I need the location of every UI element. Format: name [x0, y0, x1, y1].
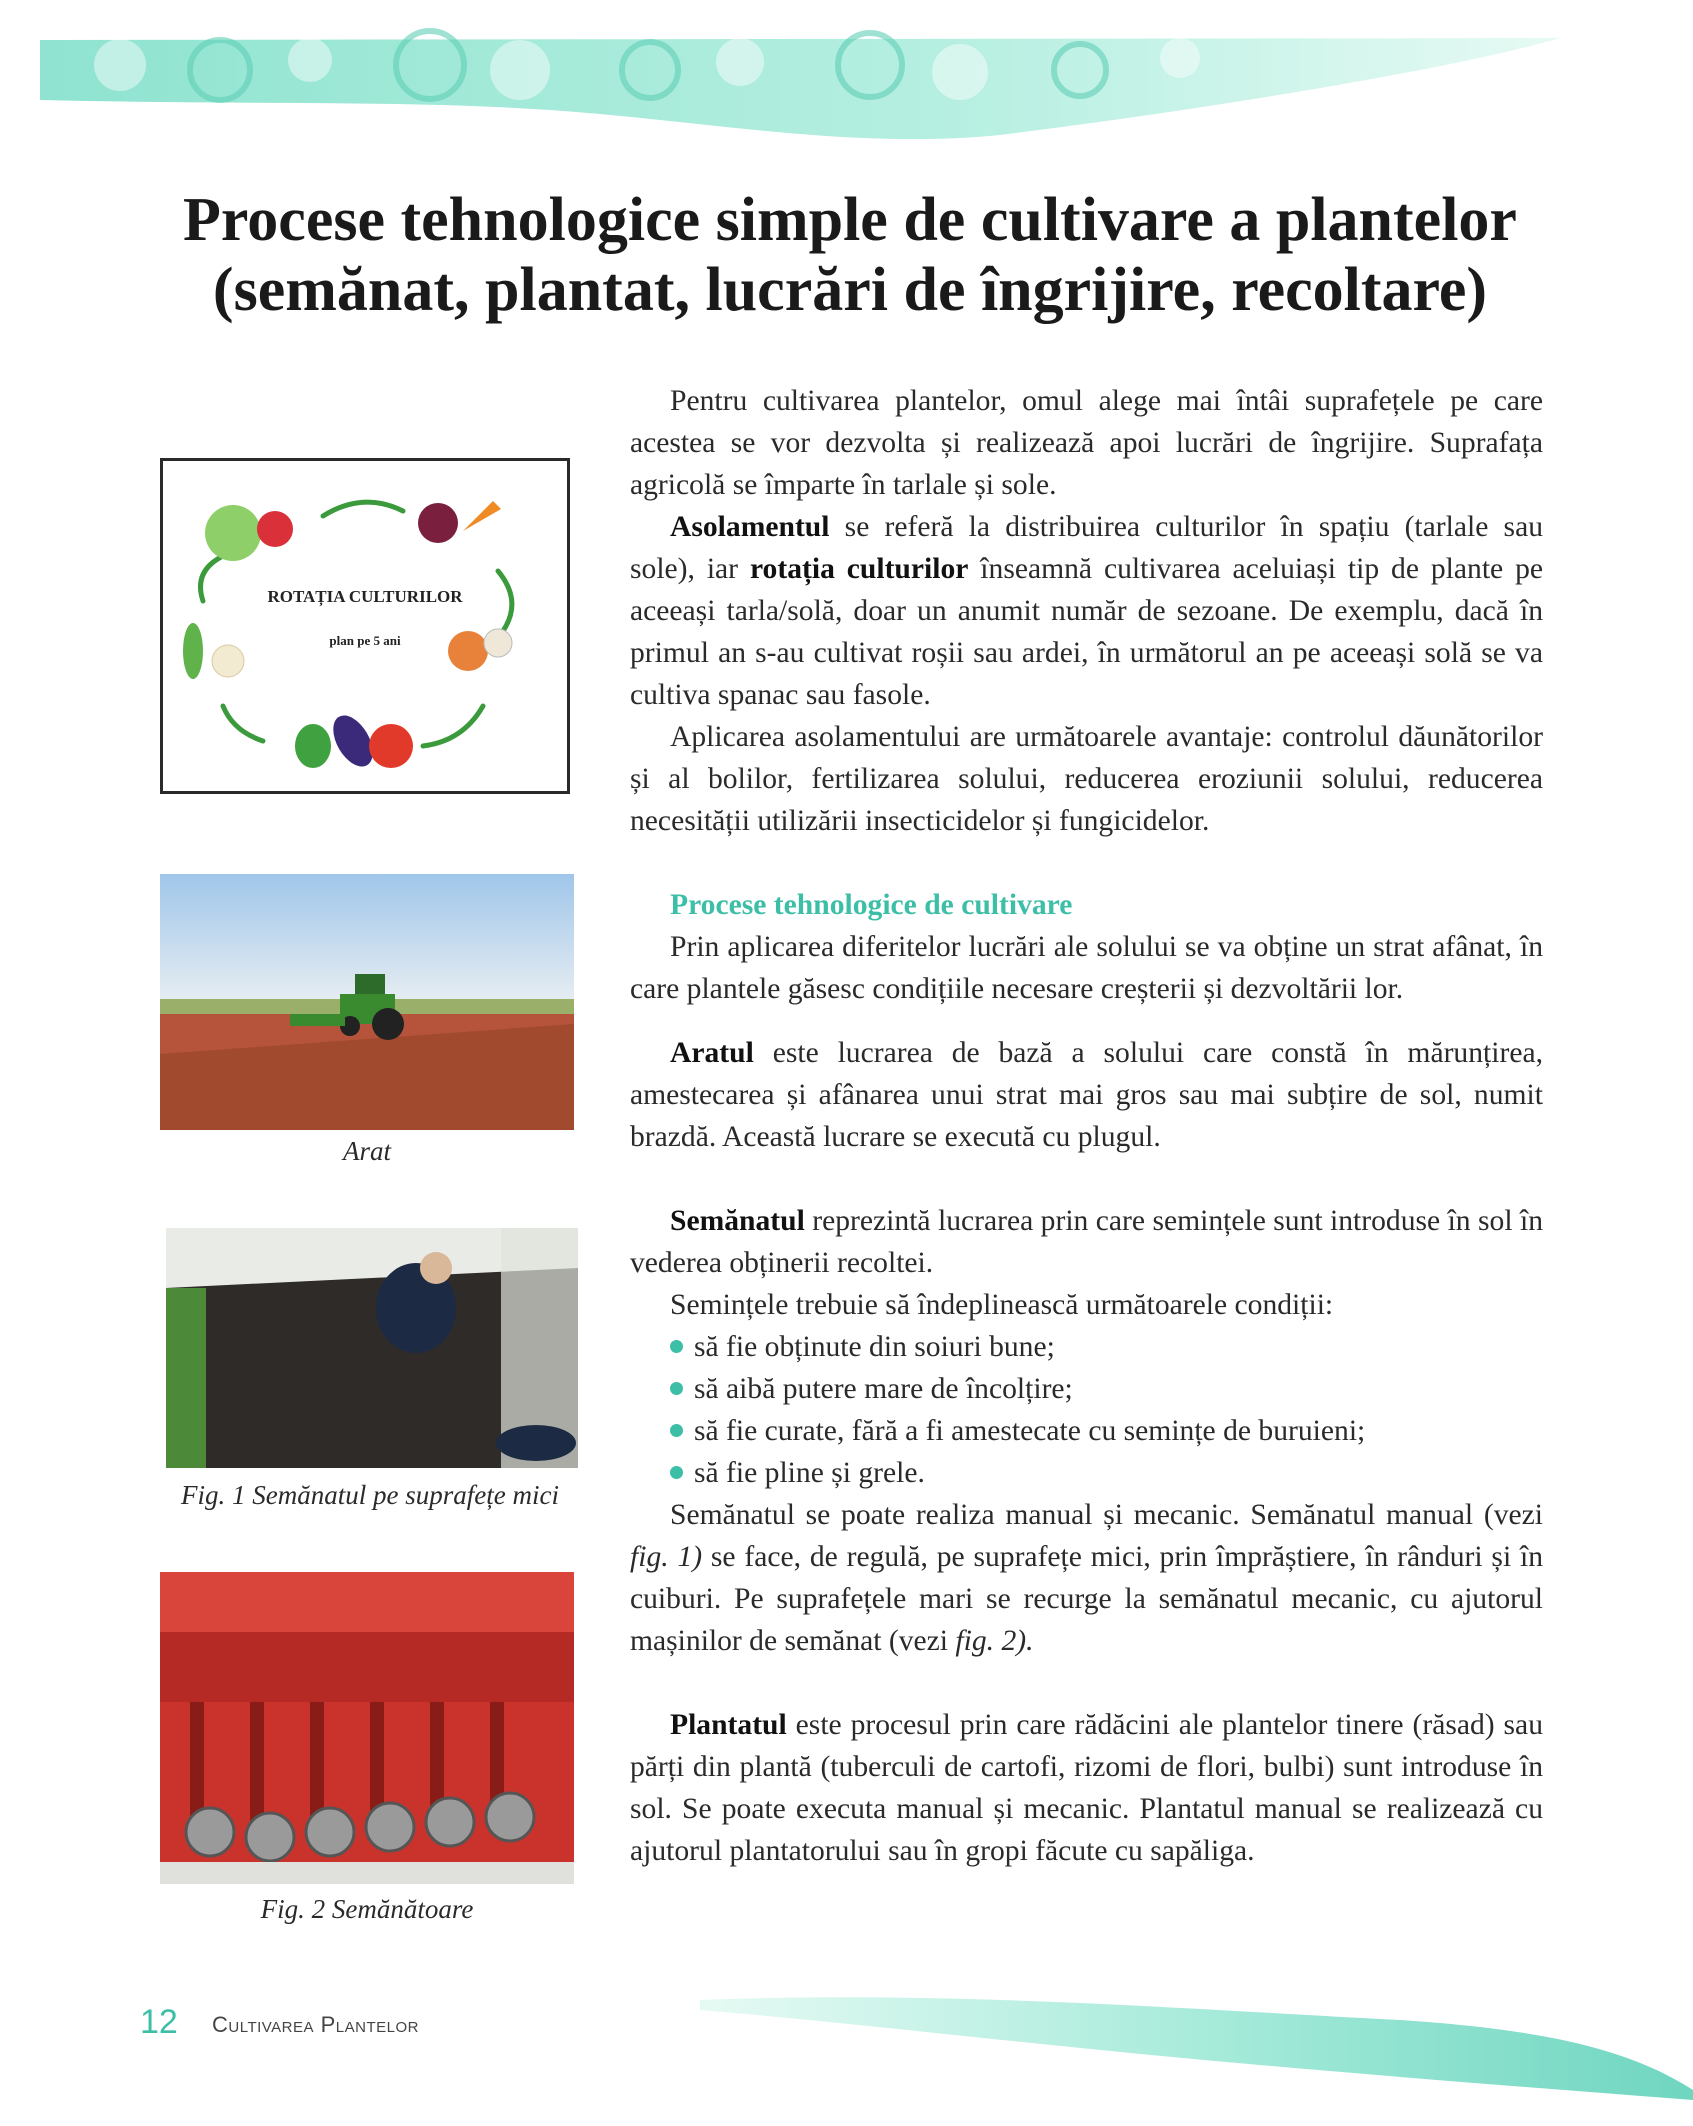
- main-text-column: [630, 380, 1543, 1872]
- running-footer-title: Cultivarea Plantelor: [212, 2012, 419, 2037]
- sowing-text-1: Semănatul se poate realiza manual și mecanic. Semănatul manual (vezi: [670, 1499, 1543, 1531]
- plantat-text: este procesul prin care rădăcini ale plantelor tinere (răsad) sau părți din plantă (tuberculi de cartofi, rizomi de flori, bulbi) sunt introduse în sol. Se poate executa manual și mecanic. Plantatul manual se realizează cu ajutorul plantatorului sau în gropi făcute cu sapăliga.: [630, 1709, 1543, 1867]
- carrot-icon: [463, 501, 501, 531]
- arat-paragraph: [630, 1032, 1543, 1158]
- intro-paragraph: Pentru cultivarea plantelor, omul alege mai întâi suprafețele pe care acestea se vor dezvolta și realizează apoi lucrări de îngrijire. Suprafața agricolă se împarte în tarlale și sole.: [630, 385, 1543, 501]
- term-asolament: Asolamentul: [670, 511, 830, 543]
- sowing-methods-paragraph: [630, 1494, 1543, 1662]
- manual-sowing-photo: [166, 1228, 578, 1468]
- page-number: 12: [140, 2003, 178, 2041]
- page-title: [100, 185, 1600, 325]
- title-line-2: (semănat, plantat, lucrări de îngrijire, recoltare): [212, 256, 1488, 324]
- cycle-arrow: [323, 502, 403, 516]
- term-rotatia-culturilor: rotația culturilor: [749, 553, 969, 585]
- beans-icon: [212, 645, 244, 677]
- title-line-1: Procese tehnologice simple de cultivare a plantelor: [183, 186, 1517, 254]
- arat-text: este lucrarea de bază a solului care constă în mărunțirea, amestecarea și afânarea unui strat mai gros sau mai subțire de sol, numit brazdă. Această lucrare se execută cu plugul.: [630, 1037, 1543, 1153]
- term-aratul: Aratul: [670, 1037, 754, 1069]
- semanat-paragraph: [630, 1200, 1543, 1284]
- radish-icon: [257, 511, 293, 547]
- header-banner: [0, 0, 1693, 150]
- fig1-reference: fig. 1): [630, 1541, 703, 1573]
- crop-rotation-diagram: [160, 458, 570, 794]
- asolament-paragraph: [630, 506, 1543, 716]
- plowing-caption: Arat: [342, 1136, 391, 1166]
- advantages-paragraph: Aplicarea asolamentului are următoarele avantaje: controlul dăunătorilor și al bolilor, fertilizarea solului, reducerea eroziunii solului, reducerea necesității utilizării insecticidelor și fungicidelor.: [630, 721, 1543, 837]
- soil-work-paragraph: Prin aplicarea diferitelor lucrări ale solului se va obține un strat afânat, în care plantele găsesc condițiile necesare creșterii și dezvoltării lor.: [630, 931, 1543, 1005]
- cycle-arrow: [423, 706, 483, 746]
- footer-wave: [700, 1990, 1693, 2100]
- asolament-text-1: se referă la distribuirea culturilor în spațiu (tarlale sau sole), iar: [630, 511, 1543, 585]
- list-item: să fie curate, fără a fi amestecate cu semințe de buruieni;: [670, 1410, 1543, 1452]
- term-semanatul: Semănatul: [670, 1205, 805, 1237]
- plowing-photo: [160, 874, 574, 1130]
- seed-conditions-intro: Semințele trebuie să îndeplinească următoarele condiții:: [670, 1289, 1334, 1321]
- seeder-machine-photo: [160, 1572, 574, 1884]
- beet-icon: [418, 503, 458, 543]
- list-item: să aibă putere mare de încolțire;: [670, 1368, 1543, 1410]
- rotation-subtitle: plan pe 5 ani: [329, 633, 401, 648]
- cycle-arrow: [223, 706, 263, 741]
- tomato-icon: [369, 724, 413, 768]
- cabbage-icon: [205, 505, 261, 561]
- peas-icon: [183, 623, 203, 679]
- list-item: să fie pline și grele.: [670, 1452, 1543, 1494]
- fig1-caption: Fig. 1 Semănatul pe suprafețe mici: [181, 1480, 559, 1510]
- sowing-text-2: se face, de regulă, pe suprafețe mici, prin împrăștiere, în rânduri și în cuiburi. Pe suprafețele mari se recurge la semănatul mecanic, cu ajutorul mașinilor de semănat (vezi: [630, 1541, 1543, 1657]
- seed-conditions-list: [630, 1326, 1543, 1494]
- fig2-reference: fig. 2).: [955, 1625, 1034, 1657]
- plantat-paragraph: [630, 1704, 1543, 1872]
- term-plantatul: Plantatul: [670, 1709, 787, 1741]
- fig2-caption: Fig. 2 Semănătoare: [260, 1894, 474, 1924]
- asolament-text-2: înseamnă cultivarea aceluiași tip de plante pe aceeași tarla/solă, doar un anumit număr de sezoane. De exemplu, dacă în primul an s-au cultivat roșii sau ardei, în următorul an pe aceeași solă se va cultiva spanac sau fasole.: [630, 553, 1544, 711]
- rotation-illustration: [163, 461, 567, 791]
- pepper-icon: [295, 724, 331, 768]
- rotation-title: ROTAȚIA CULTURILOR: [267, 587, 463, 606]
- section-heading: Procese tehnologice de cultivare: [670, 889, 1073, 921]
- semanat-text: reprezintă lucrarea prin care semințele sunt introduse în sol în vederea obținerii recoltei.: [630, 1205, 1543, 1279]
- list-item: să fie obținute din soiuri bune;: [670, 1326, 1543, 1368]
